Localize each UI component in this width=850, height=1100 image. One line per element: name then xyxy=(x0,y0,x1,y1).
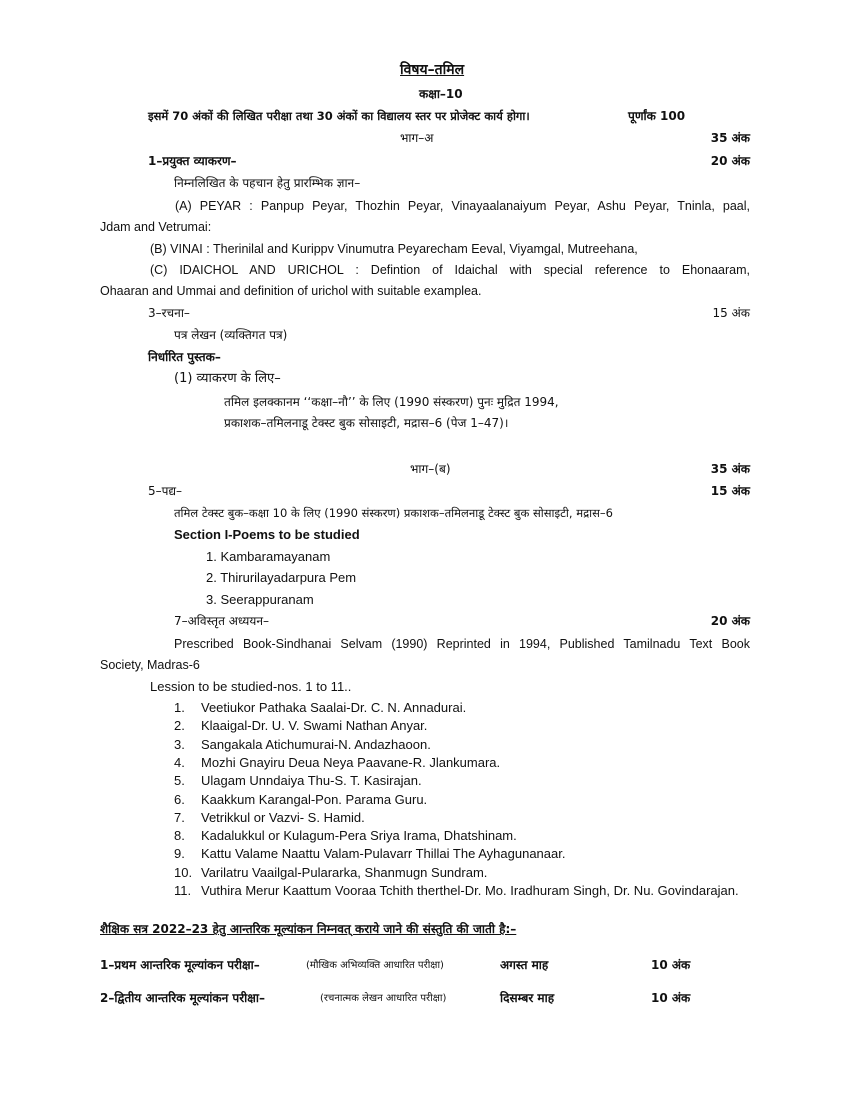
lesson-title: Vuthira Merur Kaattum Vooraa Tchith therthel-Dr. Mo. Iradhuram Singh, Dr. Nu. Govindarajan. xyxy=(201,883,739,898)
assessment-row-1-month: अगस्त माह xyxy=(500,958,549,972)
part-b-title: भाग–(ब) xyxy=(410,462,451,476)
assessment-row-1-marks: 10 अंक xyxy=(651,958,691,972)
part-a-marks: 35 अंक xyxy=(710,131,750,145)
lesson-number: 1. xyxy=(174,700,185,715)
poem-item: 2. Thirurilayadarpura Pem xyxy=(206,570,357,585)
poem-item: 3. Seerappuranam xyxy=(206,592,314,607)
grammar-book-line-2: प्रकाशक–तमिलनाडू टेक्स्ट बुक सोसाइटी, मद्रास–6 (पेज 1–47)। xyxy=(224,416,509,430)
lesson-title: Sangakala Atichumurai-N. Andazhaoon. xyxy=(201,736,431,752)
lesson-number: 3. xyxy=(174,736,185,752)
lesson-title: Klaaigal-Dr. U. V. Swami Nathan Anyar. xyxy=(201,718,428,734)
lesson-number: 10. xyxy=(174,864,193,880)
poems-section-title: Section I-Poems to be studied xyxy=(174,527,360,542)
grammar-subtitle: निम्नलिखित के पहचान हेतु प्रारम्भिक ज्ञान– xyxy=(174,176,361,190)
grammar-marks: 20 अंक xyxy=(710,154,750,168)
poetry-title: 5–पद्य– xyxy=(148,484,183,498)
assessment-row-2-marks: 10 अंक xyxy=(651,991,691,1005)
lesson-title: Kadalukkul or Kulagum-Pera Sriya Irama, Dhatshinam. xyxy=(201,828,517,844)
total-marks: पूर्णांक 100 xyxy=(628,109,686,123)
rachna-title: 3–रचना– xyxy=(148,306,190,320)
lesson-title: Veetiukor Pathaka Saalai-Dr. C. N. Annadurai. xyxy=(201,700,467,715)
lesson-title: Varilatru Vaailgal-Pulararka, Shanmugn Sundram. xyxy=(201,864,488,880)
subject-title: विषय–तमिल xyxy=(400,62,465,78)
grammar-book-line-1: तमिल इलक्कानम ‘‘कक्षा–नौ’’ के लिए (1990 संस्करण) पुनः मुद्रित 1994, xyxy=(224,395,559,409)
lesson-title: Kaakkum Karangal-Pon. Parama Guru. xyxy=(201,791,428,807)
lesson-number: 4. xyxy=(174,754,185,770)
lesson-number: 9. xyxy=(174,846,185,862)
poetry-book: तमिल टेक्स्ट बुक–कक्षा 10 के लिए (1990 संस्करण) प्रकाशक–तमिलनाडू टेक्स्ट बुक सोसाइटी, मद्रास–6 xyxy=(174,506,614,520)
rachna-subtitle: पत्र लेखन (व्यक्तिगत पत्र) xyxy=(174,328,288,342)
vinai-line: (B) VINAI : Therinilal and Kurippv Vinumutra Peyarecham Eeval, Viyamgal, Mutreehana, xyxy=(150,242,638,256)
assessment-heading: शैक्षिक सत्र 2022–23 हेतु आन्तरिक मूल्यांकन निम्नवत् कराये जाने की संस्तुति की जाती है:– xyxy=(100,922,517,936)
unseen-study-marks: 20 अंक xyxy=(710,614,750,628)
assessment-row-2-note: (रचनात्मक लेखन आधारित परीक्षा) xyxy=(320,993,447,1004)
part-b-marks: 35 अंक xyxy=(710,462,750,476)
lesson-title: Ulagam Unndaiya Thu-S. T. Kasirajan. xyxy=(201,773,422,789)
peyar-line-2: Jdam and Vetrumai: xyxy=(100,220,212,234)
lesson-number: 6. xyxy=(174,791,185,807)
lesson-number: 11. xyxy=(174,883,192,898)
poem-item: 1. Kambaramayanam xyxy=(206,549,331,564)
grammar-title: 1–प्रयुक्त व्याकरण– xyxy=(148,154,237,168)
lesson-number: 2. xyxy=(174,718,185,734)
poetry-marks: 15 अंक xyxy=(710,484,750,498)
lesson-title: Mozhi Gnayiru Deua Neya Paavane-R. Jlankumara. xyxy=(201,754,501,770)
lessons-intro: Lession to be studied-nos. 1 to 11.. xyxy=(150,679,352,694)
grammar-book-item: (1) व्याकरण के लिए– xyxy=(174,371,281,386)
peyar-line-1: (A) PEYAR : Panpup Peyar, Thozhin Peyar, Vinayaalanaiyum Peyar, Ashu Peyar, Tninla, paal, xyxy=(175,199,750,213)
assessment-row-2-name: 2–द्वितीय आन्तरिक मूल्यांकन परीक्षा– xyxy=(100,991,265,1005)
lesson-number: 8. xyxy=(174,828,185,844)
intro-text: इसमें 70 अंकों की लिखित परीक्षा तथा 30 अंकों का विद्यालय स्तर पर प्रोजेक्ट कार्य होगा। xyxy=(148,109,530,123)
prescribed-book-line-1: Prescribed Book-Sindhanai Selvam (1990) Reprinted in 1994, Published Tamilnadu Text Book xyxy=(174,637,750,651)
prescribed-book-line-2: Society, Madras-6 xyxy=(100,658,200,672)
idaichol-line-1: (C) IDAICHOL AND URICHOL : Defintion of Idaichal with special reference to Ehonaaram, xyxy=(150,263,750,277)
rachna-marks: 15 अंक xyxy=(712,306,750,320)
part-a-title: भाग–अ xyxy=(400,131,434,145)
assessment-row-2-month: दिसम्बर माह xyxy=(500,991,555,1005)
lesson-number: 7. xyxy=(174,809,185,825)
class-label: कक्षा–10 xyxy=(419,87,463,101)
idaichol-line-2: Ohaaran and Ummai and definition of urichol with suitable examplea. xyxy=(100,284,482,298)
prescribed-books-title: निर्धारित पुस्तक– xyxy=(148,350,221,364)
lesson-title: Vetrikkul or Vazvi- S. Hamid. xyxy=(201,809,365,825)
lesson-number: 5. xyxy=(174,773,185,789)
lesson-title: Kattu Valame Naattu Valam-Pulavarr Thillai The Ayhagunanaar. xyxy=(201,846,566,862)
assessment-row-1-name: 1–प्रथम आन्तरिक मूल्यांकन परीक्षा– xyxy=(100,958,260,972)
assessment-row-1-note: (मौखिक अभिव्यक्ति आधारित परीक्षा) xyxy=(306,960,444,971)
unseen-study-title: 7–अविस्तृत अध्ययन– xyxy=(174,614,270,628)
